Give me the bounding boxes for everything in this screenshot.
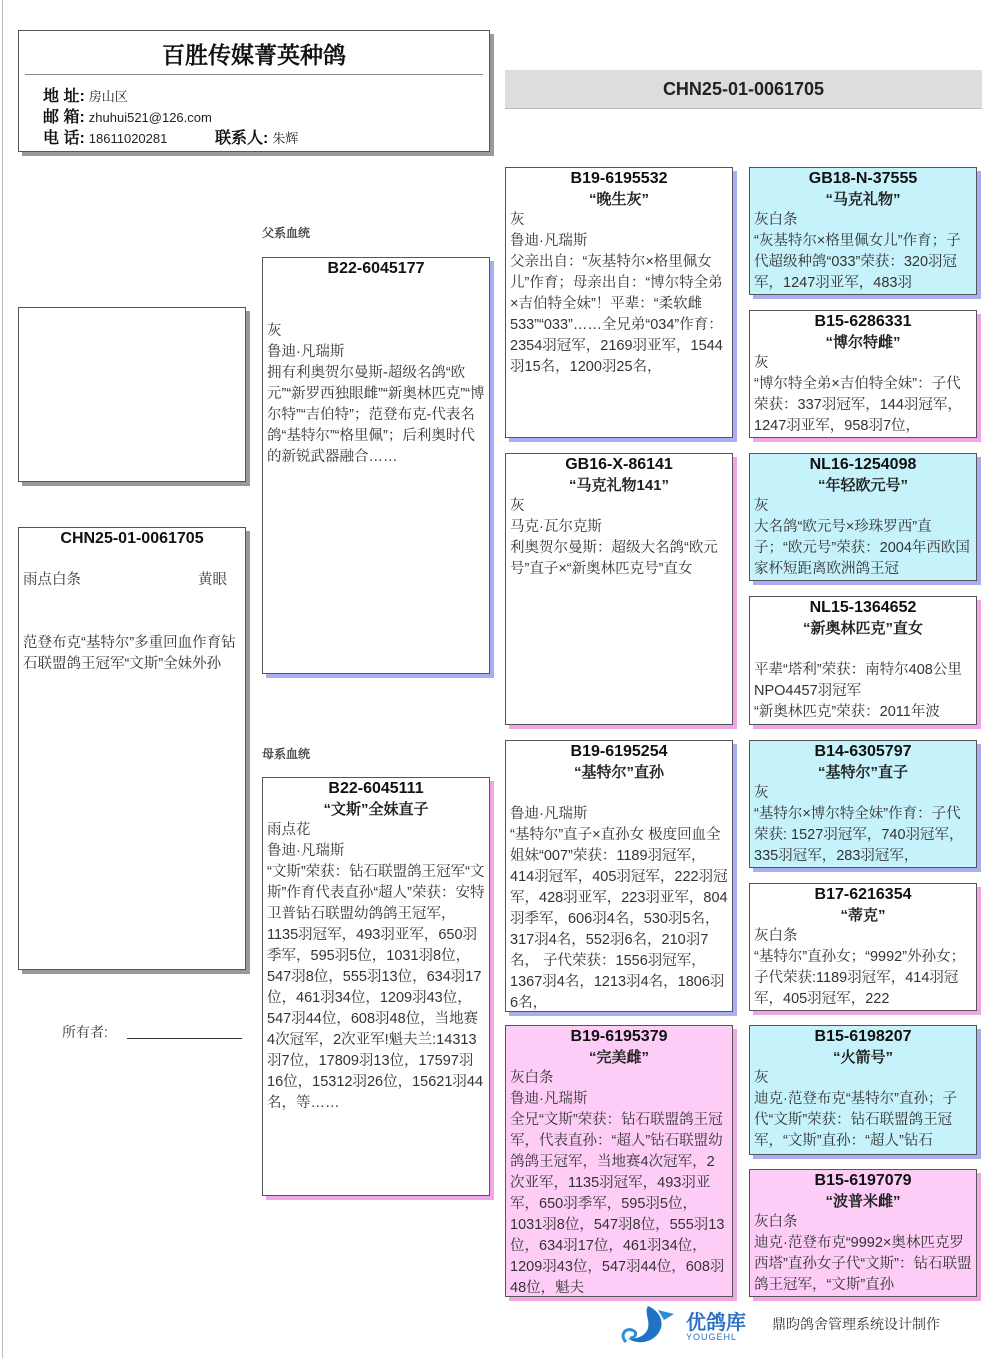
bird-name: “波普米雌” xyxy=(825,1193,901,1210)
bird-color: 雨点白条 xyxy=(23,572,81,588)
contact-value: 朱辉 xyxy=(272,131,299,146)
bird-info-line: 灰 xyxy=(267,323,282,339)
logo-text: 优鸽库 xyxy=(686,1312,746,1334)
phone-label: 电 话: xyxy=(43,130,85,147)
bird-info-line: 灰白条 xyxy=(754,1214,798,1230)
bird-name: “完美雌” xyxy=(588,1049,649,1066)
bird-info-line: 灰 xyxy=(754,498,769,514)
pedigree-card-sire xyxy=(262,257,490,674)
bird-info-line: 马克·瓦尔克斯 xyxy=(510,519,602,535)
bird-ring: B17-6216354 xyxy=(814,886,912,903)
address-value: 房山区 xyxy=(88,89,128,104)
pedigree-card-ss xyxy=(505,167,733,438)
owner-label: 所有者: xyxy=(62,1024,108,1040)
pedigree-card-dss xyxy=(749,740,977,868)
breeder-header xyxy=(18,30,490,152)
bird-info-line: 灰白条 xyxy=(754,212,798,228)
bird-info-line: 灰 xyxy=(754,785,769,801)
main-bird-card xyxy=(18,527,246,970)
bird-info-line: 鲁迪·凡瑞斯 xyxy=(267,344,345,360)
bird-name: “火箭号” xyxy=(832,1049,893,1066)
bird-name: “晚生灰” xyxy=(588,191,649,208)
bird-ring: CHN25-01-0061705 xyxy=(60,530,204,547)
bird-info-line: “基特尔”直孙女；“9992”外孙女；子代荣获:1189羽冠军，414羽冠军，405羽冠军，222 xyxy=(754,949,966,1007)
bird-name: “基特尔”直子 xyxy=(817,764,908,781)
bird-info-line: “文斯”荣获：钻石联盟鸽王冠军“文斯”作育代表直孙“超人”荣获：安特卫普钻石联盟幼鸽鸽王冠军，1135羽冠军，493羽亚军，650羽季军，595羽5位，1031羽8位，547羽8位，555羽13位，634羽17位，461羽34位，1209羽43位，547羽44位，608羽48位，当地赛4次冠军，2次亚军!魁夫兰:14313羽7位，17809羽13位，17597羽16位，15312羽26位，15621羽44名，等…… xyxy=(267,864,485,1111)
dam-line-label: 母系血统 xyxy=(262,747,311,761)
email-value: zhuhui521@126.com xyxy=(88,110,212,125)
divider xyxy=(25,74,483,75)
page-border xyxy=(2,0,3,1358)
bird-ring: B15-6197079 xyxy=(814,1172,912,1189)
pedigree-card-sdd xyxy=(749,596,977,725)
bird-info-line: “博尔特全弟×吉伯特全妹”：子代荣获：337羽冠军，144羽冠军，1247羽亚军，958羽7位， xyxy=(754,376,962,434)
sire-line-label: 父系血统 xyxy=(262,226,311,240)
bird-ring: GB16-X-86141 xyxy=(565,456,673,473)
bird-info-line: “基特尔×博尔特全妹”作育：子代荣获: 1527羽冠军，740羽冠军，335羽冠军，283羽冠军， xyxy=(754,806,964,864)
bird-info-line: 全兄“文斯”荣获：钻石联盟鸽王冠军，代表直孙：“超人”钻石联盟幼鸽鸽王冠军，当地赛4次冠军，2次亚军，1135羽冠军，493羽亚军，650羽季军，595羽5位，1031羽8位，547羽8位，555羽13位，634羽17位，461羽34位，1209羽43位，547羽44位，608羽48位，魁夫 xyxy=(510,1112,725,1296)
bird-ring: NL15-1364652 xyxy=(809,599,917,616)
bird-name: “蒂克” xyxy=(840,907,886,924)
bird-name: “基特尔”直孙 xyxy=(573,764,664,781)
bird-name: “博尔特雌” xyxy=(825,334,901,351)
bird-info-line: 鲁迪·凡瑞斯 xyxy=(267,843,345,859)
pedigree-card-dds xyxy=(749,1025,977,1155)
bird-info-line: 灰 xyxy=(510,498,525,514)
bird-name: “年轻欧元号” xyxy=(817,477,908,494)
pedigree-card-dsd xyxy=(749,883,977,1011)
bird-info-line: 灰 xyxy=(754,1070,769,1086)
pedigree-card-ddd xyxy=(749,1169,977,1297)
bird-info-line: 父亲出自：“灰基特尔×格里佩女儿”作育；母亲出自：“博尔特全弟×吉伯特全妹”！平辈：“柔软雌533”“033”……全兄弟“034”作育：2354羽冠军，2169羽亚军，1544羽15名，1200羽25名， xyxy=(510,254,723,375)
ring-number-bar: CHN25-01-0061705 xyxy=(505,70,982,109)
bird-eye: 黄眼 xyxy=(198,572,227,588)
bird-description: 范登布克“基特尔”多重回血作育钻石联盟鸽王冠军“文斯”全妹外孙 xyxy=(23,635,236,672)
owner-signature-line[interactable] xyxy=(127,1038,242,1039)
pedigree-card-sds xyxy=(749,453,977,581)
bird-info-line: 利奥贺尔曼斯：超级大名鸽“欧元号”直子×“新奥林匹克号”直女 xyxy=(510,540,718,577)
bird-info-line: 灰白条 xyxy=(754,928,798,944)
bird-name: “马克礼物141” xyxy=(568,477,670,494)
pedigree-card-dam xyxy=(262,777,490,1196)
address-row xyxy=(43,83,128,106)
bird-ring: B19-6195379 xyxy=(570,1028,668,1045)
phone-value: 18611020281 xyxy=(88,131,168,146)
breeder-title: 百胜传媒菁英种鸽 xyxy=(162,42,346,68)
bird-name: “文斯”全妹直子 xyxy=(323,801,429,818)
bird-name: “新奥林匹克”直女 xyxy=(802,620,923,637)
email-label: 邮 箱: xyxy=(43,109,85,126)
bird-info-line: 迪克·范登布克“9992×奥林匹克罗西塔”直孙女子代“文斯”：钻石联盟鸽王冠军，“文斯”直孙 xyxy=(754,1235,972,1293)
bird-ring: B19-6195254 xyxy=(570,743,668,760)
logo-subtext: YOUGEHL xyxy=(686,1332,738,1342)
bird-ring: GB18-N-37555 xyxy=(808,170,918,187)
bird-info-line: “灰基特尔×格里佩女儿”作育；子代超级种鸽“033”荣获：320羽冠军，1247羽亚军，483羽 xyxy=(754,233,961,291)
bird-name: “马克礼物” xyxy=(825,191,901,208)
bird-info-line: 拥有利奥贺尔曼斯-超级名鸽“欧元”“新罗西独眼雌”“新奥林匹克”“博尔特”“吉伯特”；范登布克-代表名鸽“基特尔”“格里佩”；后利奥时代的新锐武器融合…… xyxy=(267,365,485,465)
bird-photo-placeholder xyxy=(18,307,246,482)
bird-ring: B14-6305797 xyxy=(814,743,912,760)
bird-ring: B22-6045177 xyxy=(327,260,425,277)
logo-swirl-icon xyxy=(618,1302,680,1350)
pedigree-card-ssd xyxy=(749,310,977,438)
bird-info-line xyxy=(754,639,972,660)
pedigree-card-ds xyxy=(505,740,733,1012)
pedigree-card-dd xyxy=(505,1025,733,1297)
bird-name xyxy=(267,279,485,300)
bird-info-line xyxy=(267,300,485,321)
pedigree-card-sd xyxy=(505,453,733,725)
bird-info-line: 鲁迪·凡瑞斯 xyxy=(510,1091,588,1107)
bird-info-line xyxy=(510,783,728,804)
bird-info-line: 灰 xyxy=(754,355,769,371)
phone-row xyxy=(43,125,298,148)
bird-ring: B15-6198207 xyxy=(814,1028,912,1045)
bird-info-line: 灰白条 xyxy=(510,1070,554,1086)
bird-info-line: 鲁迪·凡瑞斯 xyxy=(510,233,588,249)
bird-info-line: “新奥林匹克”荣获：2011年波 xyxy=(754,704,940,720)
bird-ring: NL16-1254098 xyxy=(809,456,917,473)
address-label: 地 址: xyxy=(43,88,85,105)
bird-info-line: 平辈“塔利”荣获：南特尔408公里NPO4457羽冠军 xyxy=(754,662,962,699)
bird-info-line: 迪克·范登布克“基特尔”直孙；子代“文斯”荣获：钻石联盟鸽王冠军，“文斯”直孙：“超人”钻石 xyxy=(754,1091,957,1149)
yougeku-logo xyxy=(618,1302,758,1352)
credit-text: 鼎昀鸽舍管理系统设计制作 xyxy=(772,1316,940,1332)
bird-info-line: 雨点花 xyxy=(267,822,311,838)
pedigree-card-sss xyxy=(749,167,977,295)
bird-ring: B15-6286331 xyxy=(814,313,912,330)
bird-info-line: “基特尔”直子×直孙女 极度回血全姐妹“007”荣获：1189羽冠军，414羽冠军，405羽冠军，222羽冠军，428羽亚军，223羽亚军，804羽季军，606羽4名，530羽5名，317羽4名，552羽6名，210羽7名， 子代荣获：1556羽冠军，1367羽4名，1213羽4名，1806羽6名， xyxy=(510,827,728,1011)
bird-info-line: 灰 xyxy=(510,212,525,228)
bird-ring: B19-6195532 xyxy=(570,170,668,187)
bird-info-line: 鲁迪·凡瑞斯 xyxy=(510,806,588,822)
contact-label: 联系人: xyxy=(214,130,269,147)
bird-info-line: 大名鸽“欧元号×珍珠罗西”直子；“欧元号”荣获：2004年西欧国家杯短距离欧洲鸽王冠 xyxy=(754,519,970,577)
email-row xyxy=(43,104,212,127)
bird-ring: B22-6045111 xyxy=(328,780,424,797)
